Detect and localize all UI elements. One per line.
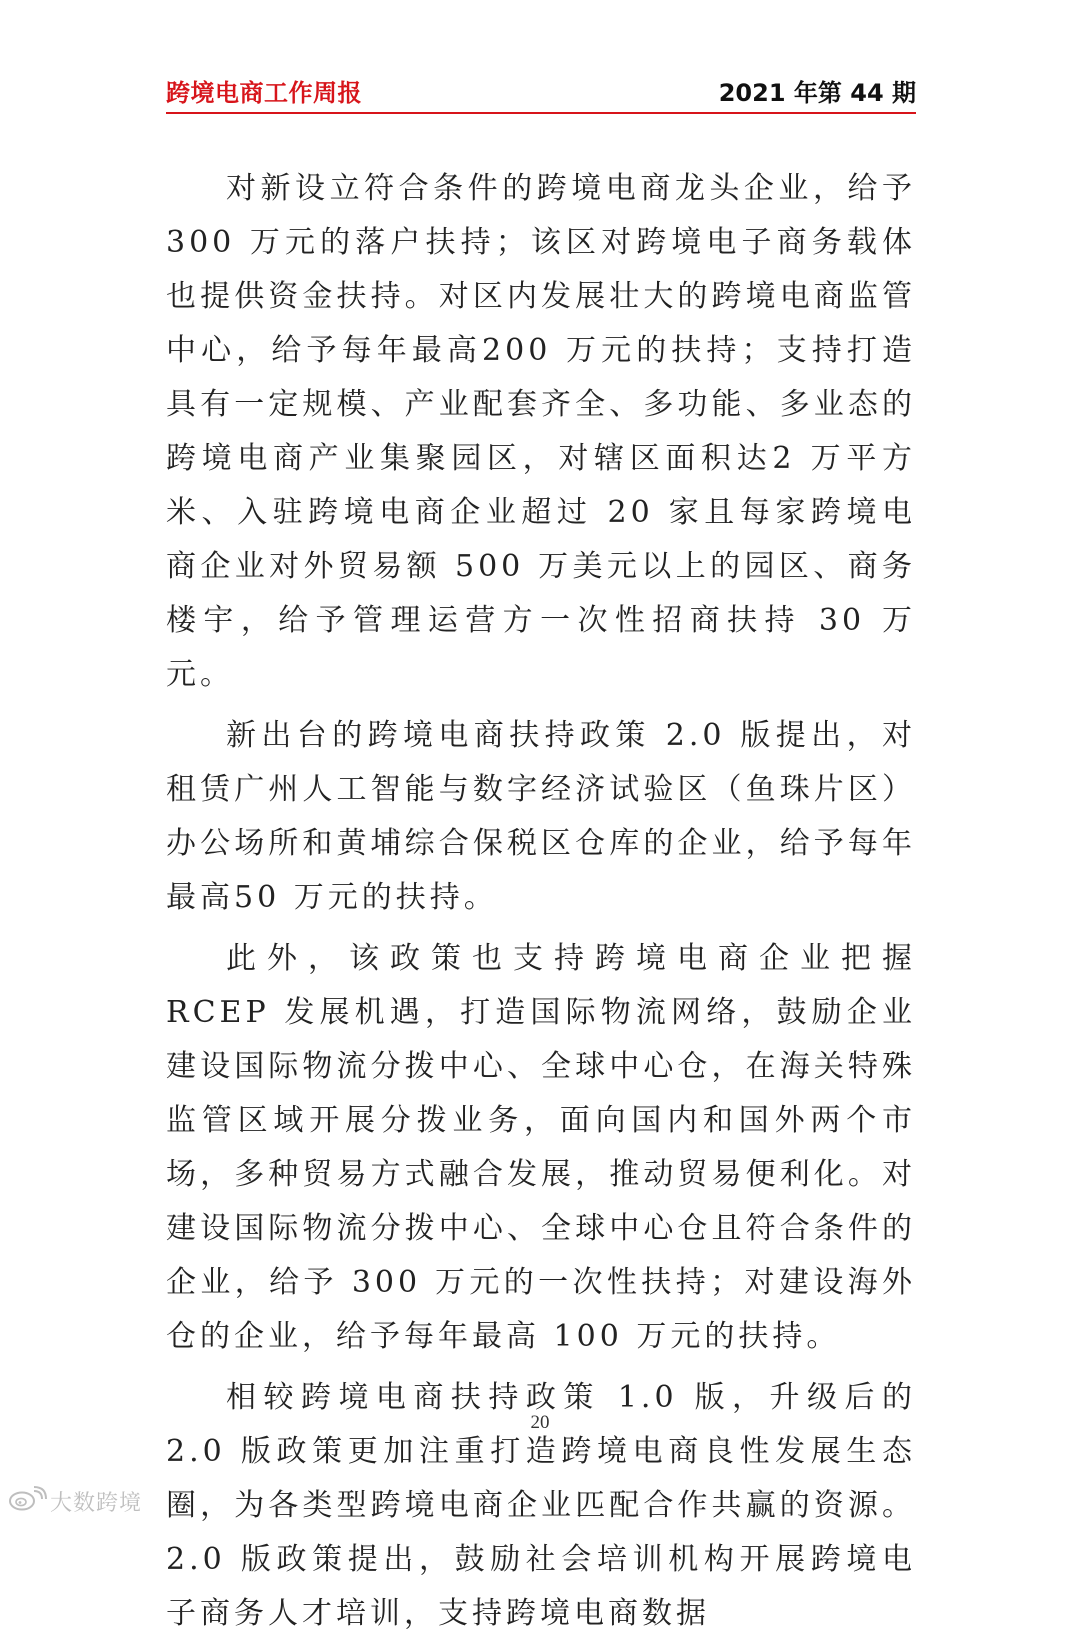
header-divider (166, 112, 916, 114)
page-number: 20 (530, 1412, 550, 1433)
body-paragraph: 相较跨境电商扶持政策 1.0 版，升级后的 2.0 版政策更加注重打造跨境电商良性发展生态圈，为各类型跨境电商企业匹配合作共赢的资源。2.0 版政策提出，鼓励社会培训机构开展跨境电子商务人才培训，支持跨境电商数据 (166, 1380, 916, 1631)
page-header (166, 76, 916, 110)
body-paragraph: 新出台的跨境电商扶持政策 2.0 版提出，对租赁广州人工智能与数字经济试验区（鱼珠片区）办公场所和黄埔综合保税区仓库的企业，给予每年最高50 万元的扶持。 (166, 718, 916, 915)
publication-title: 跨境电商工作周报 (166, 79, 362, 107)
body-paragraph: 此外，该政策也支持跨境电商企业把握 RCEP 发展机遇，打造国际物流网络，鼓励企业建设国际物流分拨中心、全球中心仓，在海关特殊监管区域开展分拨业务，面向国内和国外两个市场，多种贸易方式融合发展，推动贸易便利化。对建设国际物流分拨中心、全球中心仓且符合条件的企业，给予 300 万元的一次性扶持；对建设海外仓的企业，给予每年最高 100 万元的扶持。 (166, 941, 916, 1354)
watermark (8, 1484, 142, 1518)
issue-number: 2021 年第 44 期 (718, 79, 916, 107)
watermark-text: 大数跨境 (50, 1490, 143, 1516)
weibo-logo-icon (8, 1486, 48, 1516)
body-paragraph: 对新设立符合条件的跨境电商龙头企业，给予 300 万元的落户扶持；该区对跨境电子商务载体也提供资金扶持。对区内发展壮大的跨境电商监管中心，给予每年最高200 万元的扶持；支持打造具有一定规模、产业配套齐全、多功能、多业态的跨境电商产业集聚园区，对辖区面积达2 万平方米、入驻跨境电商企业超过 20 家且每家跨境电商企业对外贸易额 500 万美元以上的园区、商务楼宇，给予管理运营方一次性招商扶持 30 万元。 (166, 171, 916, 692)
